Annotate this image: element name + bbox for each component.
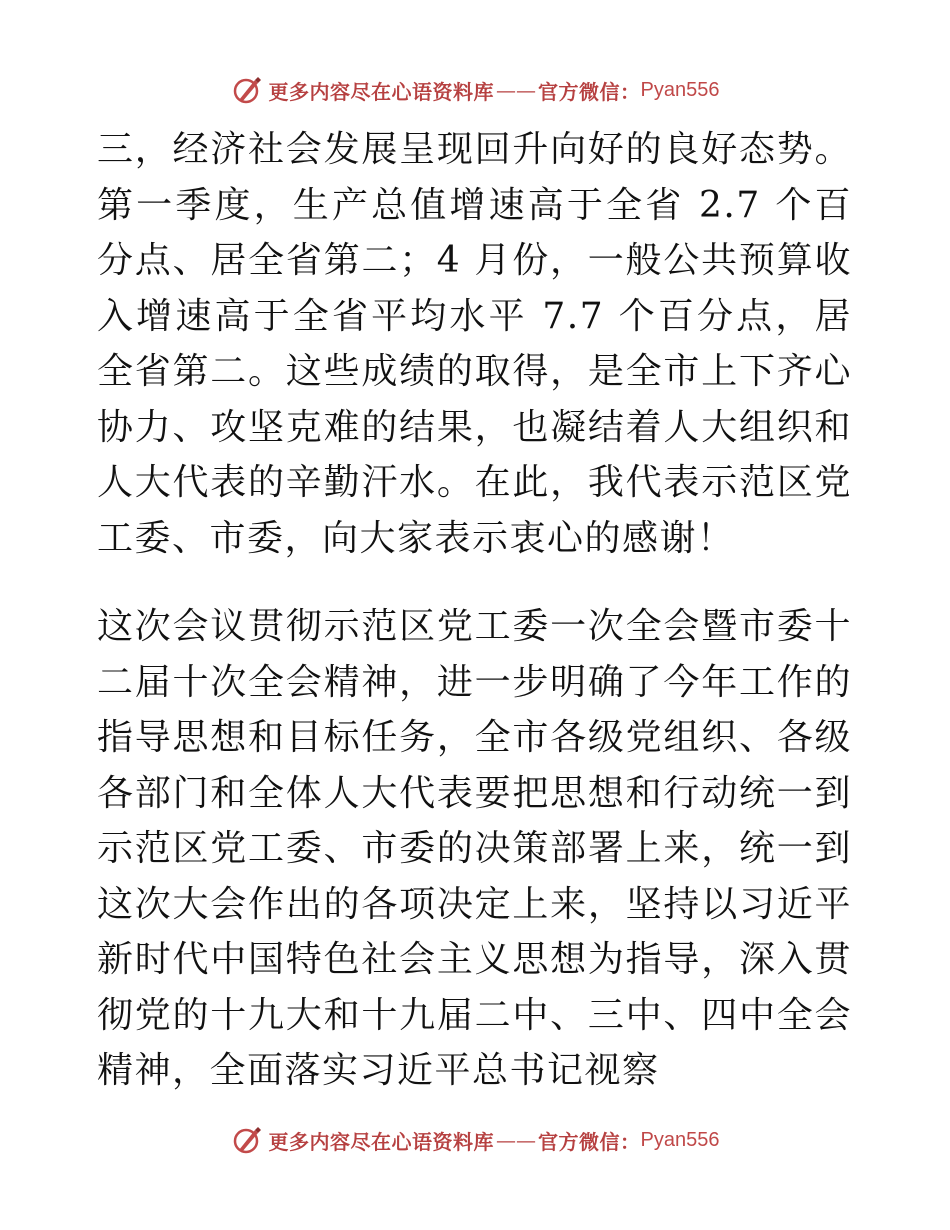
header-separator: —— [496, 78, 537, 102]
header-banner [0, 70, 950, 110]
footer-separator: —— [496, 1128, 537, 1152]
footer-banner [0, 1120, 950, 1160]
footer-wechat-id: Pyan556 [640, 1128, 720, 1151]
header-brand-text: 更多内容尽在心语资料库 [268, 79, 495, 104]
paragraph-2: 这次会议贯彻示范区党工委一次全会暨市委十二届十次全会精神，进一步明确了今年工作的指导思想和目标任务，全市各级党组织、各级各部门和全体人大代表要把思想和行动统一到示范区党工委、市委的决策部署上来，统一到这次大会作出的各项决定上来，坚持以习近平新时代中国特色社会主义思想为指导，深入贯彻党的十九大和十九届二中、三中、四中全会精神，全面落实习近平总书记视察 [97, 606, 852, 1091]
paragraph-1: 三，经济社会发展呈现回升向好的良好态势。第一季度，生产总值增速高于全省 2.7 个百分点、居全省第二；4 月份，一般公共预算收入增速高于全省平均水平 7.7 个百分点，居全省第二。这些成绩的取得，是全市上下齐心协力、攻坚克难的结果，也凝结着人大组织和人大代表的辛勤汗水。在此，我代表示范区党工委、市委，向大家表示衷心的感谢！ [97, 129, 852, 559]
document-body [97, 122, 852, 1099]
pen-circle-logo-icon [231, 74, 263, 106]
header-wechat-id: Pyan556 [640, 78, 720, 101]
pen-circle-logo-icon [231, 1124, 263, 1156]
footer-brand-text: 更多内容尽在心语资料库 [268, 1129, 495, 1154]
header-wechat-label: 官方微信： [538, 79, 641, 104]
footer-wechat-label: 官方微信： [538, 1129, 641, 1154]
